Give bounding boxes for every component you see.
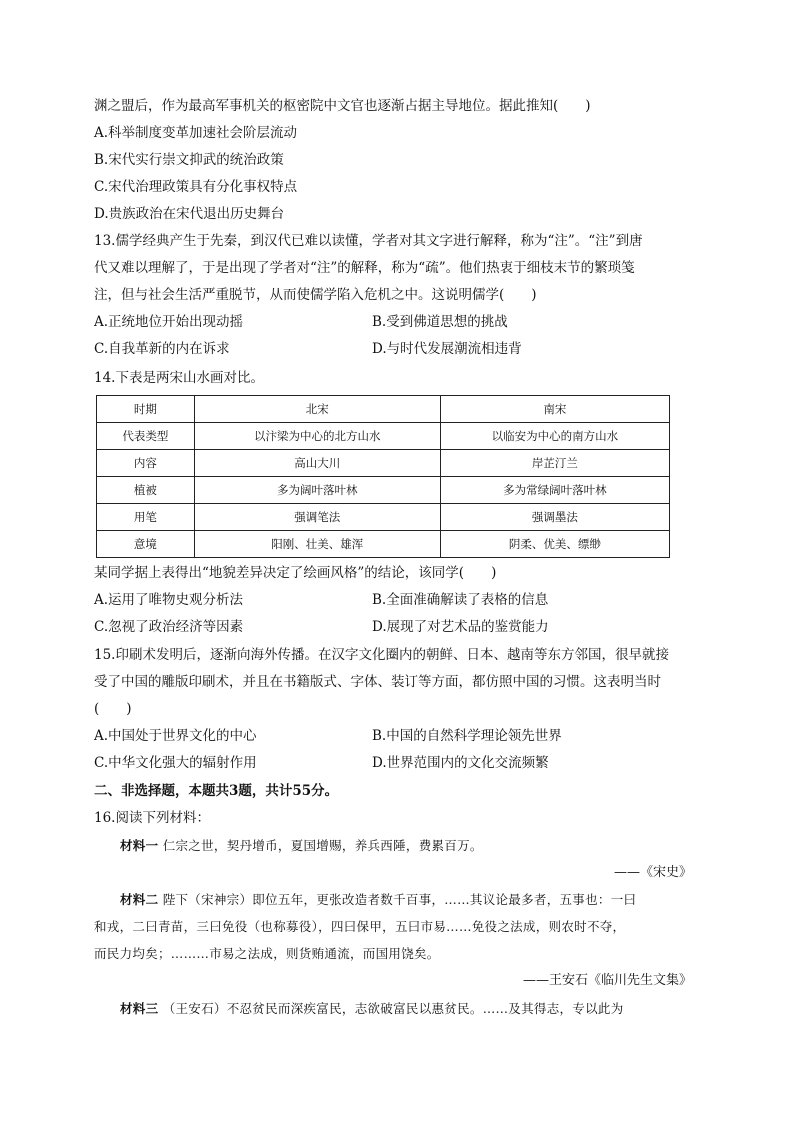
material-2-line-2: 和戎，二曰青苗，三曰免役（也称募役），四曰保甲，五曰市易……免役之法成，则农时不夺，: [94, 919, 626, 934]
table-cell: 强调笔法: [194, 504, 440, 531]
table-cell: 内容: [97, 450, 195, 477]
material-1-text: 仁宗之世，契丹增币，夏国增赐，养兵西陲，费累百万。: [162, 838, 483, 853]
table-cell: 多为常绿阔叶落叶林: [440, 477, 669, 504]
q15-option-c: C.中华文化强大的辐射作用: [94, 755, 257, 771]
table-row: [97, 423, 670, 450]
table-cell: 代表类型: [97, 423, 195, 450]
material-2-label: 材料二: [120, 892, 159, 907]
table-header-cell: 北宋: [194, 396, 440, 423]
q14-option-c: C.忽视了政治经济等因素: [94, 619, 244, 635]
table-cell: 植被: [97, 477, 195, 504]
material-2-line-3: 而民力均矣；………市易之法成，则货贿通流，而国用饶矣。: [94, 946, 440, 961]
q13-option-c: C.自我革新的内在诉求: [94, 341, 230, 357]
table-cell: 用笔: [97, 504, 195, 531]
material-2-text-1: 陛下（宋神宗）即位五年，更张改造者数千百事，……其议论最多者，五事也：一曰: [162, 892, 637, 907]
q12-option-d: D.贵族政治在宋代退出历史舞台: [94, 206, 285, 222]
q15-stem-line-3: ( ): [94, 701, 132, 717]
table-cell: 岸芷汀兰: [440, 450, 669, 477]
q13-stem-line-1: 13.儒学经典产生于先秦，到汉代已难以读懂，学者对其文字进行解释，称为“注”。“注”到唐: [94, 233, 643, 249]
table-header-cell: 时期: [97, 396, 195, 423]
q13-option-d: D.与时代发展潮流相违背: [372, 341, 522, 357]
q13-stem-line-2: 代又难以理解了，于是出现了学者对“注”的解释，称为“疏”。他们热衷于细枝末节的繁琐笺: [94, 260, 635, 276]
table-cell: 意境: [97, 531, 195, 558]
material-2-source: ——王安石《临川先生文集》: [522, 973, 692, 988]
q15-stem-line-1: 15.印刷术发明后，逐渐向海外传播。在汉字文化圈内的朝鲜、日本、越南等东方邻国，很早就接: [94, 647, 669, 663]
q15-option-d: D.世界范围内的文化交流频繁: [372, 755, 549, 771]
material-1-label: 材料一: [120, 838, 159, 853]
q12-option-a: A.科举制度变革加速社会阶层流动: [94, 125, 298, 141]
table-row: [97, 504, 670, 531]
q15-stem-line-2: 受了中国的雕版印刷术，并且在书籍版式、字体、装订等方面，都仿照中国的习惯。这表明当时: [94, 674, 661, 690]
q15-option-a: A.中国处于世界文化的中心: [94, 728, 257, 744]
q14-question: 某同学据上表得出“地貌差异决定了绘画风格”的结论，该同学( ): [94, 565, 497, 581]
q13-stem-line-3: 注，但与社会生活严重脱节，从而使儒学陷入危机之中。这说明儒学( ): [94, 287, 537, 303]
table-row: [97, 477, 670, 504]
q13-option-b: B.受到佛道思想的挑战: [372, 314, 508, 330]
material-3-text: （王安石）不忍贫民而深疾富民，志欲破富民以惠贫民。……及其得志，专以此为: [162, 1001, 624, 1016]
q15-option-b: B.中国的自然科学理论领先世界: [372, 728, 562, 744]
material-3-line-1: [120, 999, 624, 1019]
table-row: [97, 531, 670, 558]
table-row: [97, 450, 670, 477]
q12-option-c: C.宋代治理政策具有分化事权特点: [94, 179, 298, 195]
q12-option-b: B.宋代实行崇文抑武的统治政策: [94, 152, 284, 168]
table-cell: 以汴梁为中心的北方山水: [194, 423, 440, 450]
table-cell: 多为阔叶落叶林: [194, 477, 440, 504]
table-cell: 阴柔、优美、缥缈: [440, 531, 669, 558]
material-1-source: ——《宋史》: [613, 865, 692, 880]
q14-option-a: A.运用了唯物史观分析法: [94, 592, 244, 608]
material-1: [120, 836, 483, 856]
table-cell: 高山大川: [194, 450, 440, 477]
table-header-cell: 南宋: [440, 396, 669, 423]
q14-option-d: D.展现了对艺术品的鉴赏能力: [372, 619, 549, 635]
table-cell: 阳刚、壮美、雄浑: [194, 531, 440, 558]
table-cell: 以临安为中心的南方山水: [440, 423, 669, 450]
q14-option-b: B.全面准确解读了表格的信息: [372, 592, 549, 608]
q14-intro: 14.下表是两宋山水画对比。: [94, 370, 264, 386]
landscape-painting-table: [96, 395, 670, 558]
table-header-row: [97, 396, 670, 423]
q16-intro: 16.阅读下列材料：: [94, 810, 210, 826]
q13-option-a: A.正统地位开始出现动摇: [94, 314, 244, 330]
table-cell: 强调墨法: [440, 504, 669, 531]
q12-stem-line: 渊之盟后，作为最高军事机关的枢密院中文官也逐渐占据主导地位。据此推知( ): [94, 98, 591, 114]
material-2-line-1: [120, 890, 636, 910]
material-3-label: 材料三: [120, 1001, 159, 1016]
section-heading: 二、非选择题，本题共3题，共计55分。: [94, 783, 339, 799]
